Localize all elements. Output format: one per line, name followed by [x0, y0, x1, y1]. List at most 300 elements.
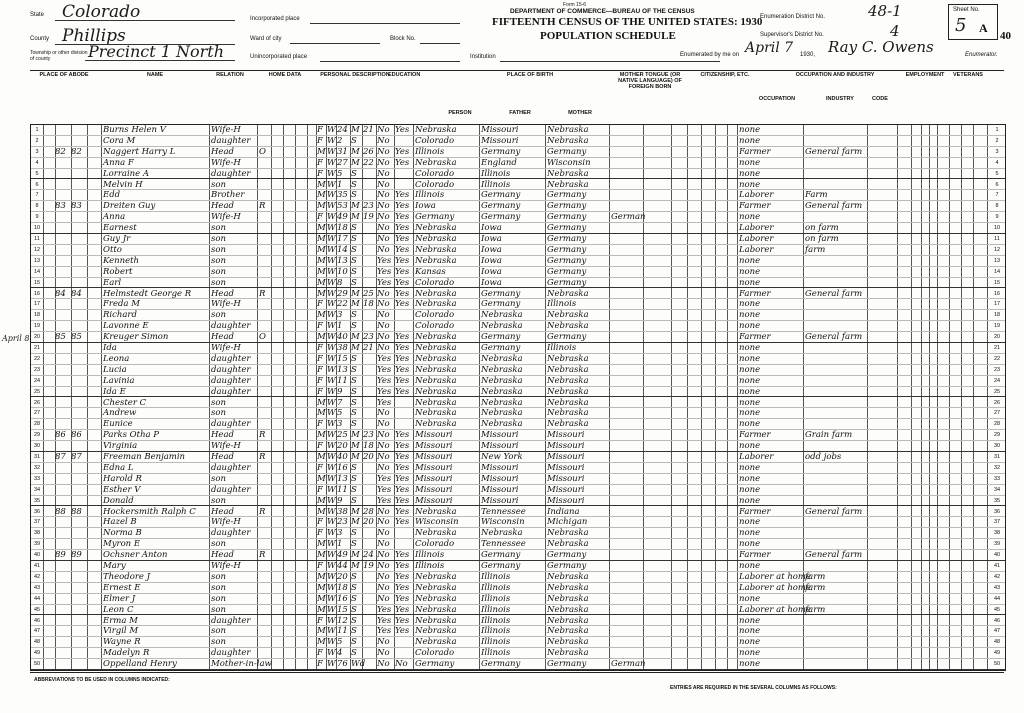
cell-home	[259, 310, 271, 321]
cell-lang	[611, 125, 641, 136]
cell-fam	[71, 343, 85, 354]
cell-am: 19	[363, 561, 374, 571]
cell-lang	[611, 496, 641, 507]
cell-sch: No	[377, 561, 390, 571]
cell-name: Helmstedt George R	[103, 288, 192, 299]
cell-am	[363, 528, 375, 539]
line-number-right: 18	[993, 312, 1001, 319]
cell-occ: none	[739, 441, 761, 452]
table-row	[31, 245, 1005, 256]
cell-fb: Illinois	[481, 626, 511, 637]
cell-fam: 84	[71, 288, 82, 299]
cell-mb: Germany	[547, 234, 587, 244]
cell-mb: Nebraska	[547, 593, 589, 604]
cell-home	[259, 594, 271, 605]
cell-sex: M	[317, 179, 326, 190]
line-number-right: 43	[993, 584, 1001, 591]
cell-ind: Farm	[805, 190, 828, 201]
line-number: 4	[35, 159, 39, 166]
cell-age: 18	[337, 582, 348, 593]
cell-am	[363, 419, 375, 430]
cell-mb: Germany	[547, 659, 587, 670]
cell-home: O	[259, 332, 266, 343]
cell-fb: Iowa	[481, 266, 502, 277]
cell-name: Harold R	[103, 473, 142, 484]
cell-sch: No	[377, 506, 390, 517]
cell-ind	[805, 180, 865, 191]
cell-occ: none	[739, 179, 761, 190]
cell-occ: Farmer	[739, 201, 771, 212]
table-row	[31, 507, 1005, 518]
cell-mb: Nebraska	[547, 615, 589, 626]
cell-sex: F	[317, 484, 323, 495]
cell-ms: S	[351, 473, 357, 484]
cell-race: W	[327, 135, 336, 146]
cell-rel: son	[211, 255, 226, 266]
line-number: 17	[33, 301, 41, 308]
cell-lang: German	[611, 659, 646, 670]
cell-rel: Wife-H	[211, 441, 241, 452]
cell-occ: Farmer	[739, 430, 771, 441]
cell-sex: F	[317, 561, 323, 571]
cell-sch: No	[377, 212, 390, 223]
cell-home	[259, 561, 271, 572]
cell-rel: son	[211, 310, 226, 321]
cell-name: Edd	[103, 190, 121, 201]
cell-age: 35	[337, 190, 348, 201]
cell-name: Melvin H	[103, 179, 143, 190]
cell-rel: son	[211, 179, 226, 190]
schedule-title: POPULATION SCHEDULE	[540, 30, 676, 42]
cell-fam	[71, 496, 85, 507]
line-number: 50	[33, 661, 41, 668]
line-number: 24	[33, 377, 41, 384]
cell-dw: 88	[55, 506, 66, 517]
cell-home	[259, 267, 271, 278]
table-row	[31, 158, 1005, 169]
cell-fam	[71, 125, 85, 136]
line-number: 43	[33, 584, 41, 591]
cell-mb: Germany	[547, 212, 587, 223]
cell-ms: S	[351, 234, 357, 244]
cell-lang	[611, 376, 641, 387]
cell-rel: Wife-H	[211, 212, 241, 223]
cell-fam	[71, 180, 85, 191]
cell-lang	[611, 158, 641, 169]
enumerated-label: Enumerated by me on	[680, 52, 740, 58]
cell-rd: Yes	[395, 146, 410, 157]
cell-mb: Illinois	[547, 299, 577, 310]
cell-name: Parks Otha P	[103, 430, 160, 441]
cell-age: 1	[337, 321, 343, 332]
cell-mb: Germany	[547, 255, 587, 266]
cell-rd	[395, 528, 412, 539]
cell-race: W	[327, 288, 336, 299]
line-number-right: 35	[993, 497, 1001, 504]
cell-home	[259, 626, 271, 637]
line-number-right: 17	[993, 301, 1001, 308]
line-number-right: 22	[993, 355, 1001, 362]
cell-name: Freda M	[103, 299, 140, 310]
cell-fb: Illinois	[481, 648, 511, 659]
cell-mb: Nebraska	[547, 397, 589, 408]
cell-mb: Nebraska	[547, 375, 589, 386]
line-number: 44	[33, 595, 41, 602]
cell-fam	[71, 659, 85, 670]
cell-am	[363, 278, 375, 289]
cell-ind	[805, 626, 865, 637]
cell-sex: M	[317, 277, 326, 288]
cell-age: 29	[337, 288, 348, 299]
cell-mb: Nebraska	[547, 364, 589, 375]
cell-dw	[55, 365, 69, 376]
table-row	[31, 583, 1005, 594]
cell-bp: Nebraska	[415, 637, 457, 648]
cell-dw	[55, 190, 69, 201]
cell-bp: Missouri	[415, 441, 453, 452]
cell-mb: Indiana	[547, 506, 580, 517]
cell-race: W	[327, 364, 336, 375]
cell-sex: F	[317, 135, 323, 146]
line-number-right: 32	[993, 464, 1001, 471]
cell-lang	[611, 430, 641, 441]
cell-fb: England	[481, 157, 517, 168]
cell-fam	[71, 310, 85, 321]
subhead-father: FATHER	[509, 110, 531, 116]
cell-occ: none	[739, 539, 761, 550]
cell-ind: General farm	[805, 288, 863, 299]
cell-ms: S	[351, 539, 357, 550]
cell-ms: M	[351, 332, 360, 343]
cell-fam	[71, 485, 85, 496]
cell-age: 11	[337, 375, 348, 386]
cell-ind	[805, 125, 865, 136]
cell-lang	[611, 136, 641, 147]
cell-sex: F	[317, 157, 323, 168]
cell-ind	[805, 637, 865, 648]
cell-bp: Nebraska	[415, 604, 457, 615]
cell-am: 22	[363, 157, 374, 168]
line-number: 14	[33, 268, 41, 275]
group-employment: EMPLOYMENT	[905, 72, 945, 78]
cell-mb: Germany	[547, 223, 587, 234]
cell-ind: farm	[805, 571, 826, 582]
cell-ind	[805, 528, 865, 539]
cell-race: W	[327, 386, 336, 397]
cell-bp: Nebraska	[415, 593, 457, 604]
line-number: 37	[33, 519, 41, 526]
cell-age: 24	[337, 125, 348, 135]
cell-am	[363, 245, 375, 256]
cell-age: 25	[337, 430, 348, 441]
line-number: 27	[33, 410, 41, 417]
cell-age: 3	[337, 310, 343, 321]
table-row	[31, 452, 1005, 463]
cell-fb: Germany	[481, 550, 521, 561]
cell-sch: No	[377, 571, 390, 582]
cell-dw	[55, 299, 69, 310]
cell-race: W	[327, 648, 336, 659]
cell-sex: M	[317, 506, 326, 517]
cell-bp: Germany	[415, 659, 455, 670]
line-number-right: 3	[995, 148, 999, 155]
cell-name: Mary	[103, 561, 126, 571]
cell-sch: No	[377, 441, 390, 452]
cell-sch: No	[377, 517, 390, 528]
cell-name: Robert	[103, 266, 133, 277]
cell-home	[259, 234, 271, 245]
cell-home: R	[259, 430, 266, 441]
cell-age: 38	[337, 506, 348, 517]
line-number-right: 39	[993, 541, 1001, 548]
cell-fam	[71, 158, 85, 169]
table-row	[31, 398, 1005, 409]
cell-bp: Nebraska	[415, 353, 457, 364]
cell-mb: Nebraska	[547, 386, 589, 397]
cell-ind: on farm	[805, 234, 839, 244]
cell-occ: Farmer	[739, 506, 771, 517]
cell-ind	[805, 474, 865, 485]
cell-lang	[611, 180, 641, 191]
line-number-right: 38	[993, 530, 1001, 537]
cell-am	[363, 408, 375, 419]
cell-mb: Wisconsin	[547, 157, 591, 168]
cell-rd: Yes	[395, 288, 410, 299]
cell-lang	[611, 408, 641, 419]
cell-age: 15	[337, 353, 348, 364]
cell-am: 19	[363, 212, 374, 223]
cell-fb: Missouri	[481, 441, 519, 452]
cell-fam	[71, 419, 85, 430]
cell-home	[259, 419, 271, 430]
cell-rd: Yes	[395, 495, 410, 506]
cell-bp: Nebraska	[415, 343, 457, 353]
table-row	[31, 550, 1005, 561]
line-number-right: 34	[993, 486, 1001, 493]
cell-sch: No	[377, 648, 390, 659]
group-citizenship: CITIZENSHIP, ETC.	[700, 72, 750, 78]
cell-sch: No	[377, 637, 390, 648]
cell-mb: Missouri	[547, 495, 585, 506]
cell-sex: M	[317, 234, 326, 244]
cell-rd: Yes	[395, 343, 410, 353]
table-row	[31, 463, 1005, 474]
cell-mb: Germany	[547, 561, 587, 571]
cell-occ: none	[739, 364, 761, 375]
cell-ind	[805, 517, 865, 528]
line-number: 40	[33, 552, 41, 559]
cell-dw: 87	[55, 452, 66, 462]
cell-am	[363, 398, 375, 409]
cell-race: W	[327, 408, 336, 419]
sheet-letter: A	[979, 21, 988, 35]
cell-occ: none	[739, 299, 761, 310]
cell-mb: Germany	[547, 201, 587, 212]
cell-rd: Yes	[395, 604, 410, 615]
cell-occ: Laborer at home	[739, 571, 811, 582]
cell-ms: S	[351, 604, 357, 615]
table-row	[31, 332, 1005, 343]
table-row	[31, 419, 1005, 430]
cell-rd: Yes	[395, 266, 410, 277]
cell-dw	[55, 376, 69, 387]
cell-ms: S	[351, 408, 357, 419]
cell-name: Ida E	[103, 386, 126, 397]
line-number-right: 27	[993, 410, 1001, 417]
cell-fam	[71, 354, 85, 365]
cell-home	[259, 398, 271, 409]
line-number: 10	[33, 225, 41, 232]
line-number: 49	[33, 650, 41, 657]
cell-sex: M	[317, 201, 326, 212]
cell-home	[259, 387, 271, 398]
cell-am	[363, 376, 375, 387]
subhead-person: PERSON	[448, 110, 472, 116]
table-row	[31, 147, 1005, 158]
table-row	[31, 256, 1005, 267]
cell-ms: S	[351, 386, 357, 397]
cell-mb: Nebraska	[547, 528, 589, 539]
cell-fam	[71, 561, 85, 572]
cell-sch: No	[377, 462, 390, 473]
cell-sch: Yes	[377, 364, 392, 375]
cell-rd	[395, 136, 412, 147]
table-row	[31, 343, 1005, 354]
cell-am: 21	[363, 125, 374, 135]
cell-name: Richard	[103, 310, 137, 321]
cell-ms: S	[351, 168, 357, 179]
cell-mb: Nebraska	[547, 648, 589, 659]
cell-rel: son	[211, 223, 226, 234]
cell-bp: Wisconsin	[415, 517, 459, 528]
cell-race: W	[327, 353, 336, 364]
table-row	[31, 496, 1005, 507]
cell-sch: No	[377, 168, 390, 179]
cell-name: Anna F	[103, 157, 134, 168]
cell-fam	[71, 267, 85, 278]
cell-home	[259, 376, 271, 387]
cell-home	[259, 299, 271, 310]
cell-race: W	[327, 146, 336, 157]
cell-name: Cora M	[103, 135, 136, 146]
cell-home	[259, 245, 271, 256]
cell-occ: Laborer	[739, 223, 774, 234]
cell-rel: daughter	[211, 168, 251, 179]
cell-name: Ida	[103, 343, 117, 353]
cell-age: 40	[337, 452, 348, 462]
cell-rd: Yes	[395, 201, 410, 212]
cell-occ: none	[739, 637, 761, 648]
unincorporated-label: Unincorporated place	[250, 54, 308, 60]
cell-bp: Nebraska	[415, 419, 457, 430]
cell-bp: Illinois	[415, 190, 445, 201]
line-number-right: 7	[995, 192, 999, 199]
cell-dw: 84	[55, 288, 66, 299]
cell-ms: S	[351, 571, 357, 582]
cell-sex: M	[317, 223, 326, 234]
cell-dw	[55, 561, 69, 572]
table-row	[31, 190, 1005, 201]
cell-dw	[55, 517, 69, 528]
table-row	[31, 212, 1005, 223]
line-number-right: 46	[993, 617, 1001, 624]
cell-bp: Nebraska	[415, 157, 457, 168]
cell-rd: Yes	[395, 234, 410, 244]
cell-dw	[55, 169, 69, 180]
line-number: 34	[33, 486, 41, 493]
line-number-right: 30	[993, 443, 1001, 450]
census-table	[30, 124, 1006, 671]
line-number-right: 47	[993, 628, 1001, 635]
cell-occ: none	[739, 593, 761, 604]
cell-home: R	[259, 506, 266, 517]
form-number: Form 15-6	[563, 2, 587, 8]
cell-ms: S	[351, 321, 357, 332]
cell-dw	[55, 212, 69, 223]
cell-ms: S	[351, 255, 357, 266]
cell-ind: farm	[805, 604, 826, 615]
cell-rd	[395, 321, 412, 332]
subhead-occupation: OCCUPATION	[758, 96, 796, 102]
cell-dw	[55, 408, 69, 419]
line-number: 22	[33, 355, 41, 362]
cell-am	[363, 365, 375, 376]
table-row	[31, 365, 1005, 376]
cell-lang	[611, 201, 641, 212]
cell-rd	[395, 398, 412, 409]
cell-sch: No	[377, 659, 390, 670]
census-title: FIFTEENTH CENSUS OF THE UNITED STATES: 1930	[492, 16, 763, 28]
cell-name: Hockersmith Ralph C	[103, 506, 196, 517]
cell-dw	[55, 594, 69, 605]
cell-home: R	[259, 550, 266, 561]
cell-am	[363, 485, 375, 496]
cell-bp: Illinois	[415, 146, 445, 157]
cell-dw	[55, 398, 69, 409]
cell-home	[259, 169, 271, 180]
line-number-right: 21	[993, 345, 1001, 351]
cell-age: 5	[337, 408, 343, 419]
cell-sch: Yes	[377, 495, 392, 506]
cell-dw: 89	[55, 550, 66, 561]
cell-name: Anna	[103, 212, 126, 223]
table-row	[31, 321, 1005, 332]
sheet-number-box	[948, 4, 998, 40]
cell-home	[259, 180, 271, 191]
cell-sex: F	[317, 168, 323, 179]
cell-dw	[55, 354, 69, 365]
cell-name: Norma B	[103, 528, 142, 539]
cell-rd: Yes	[395, 462, 410, 473]
cell-ind	[805, 398, 865, 409]
cell-name: Madelyn R	[103, 648, 150, 659]
cell-home	[259, 158, 271, 169]
cell-occ: Farmer	[739, 288, 771, 299]
line-number: 28	[33, 421, 41, 428]
cell-occ: none	[739, 125, 761, 135]
cell-bp: Colorado	[415, 277, 455, 288]
cell-age: 38	[337, 343, 348, 353]
cell-fam	[71, 299, 85, 310]
cell-name: Dreiten Guy	[103, 201, 156, 212]
cell-lang	[611, 507, 641, 518]
cell-fb: Missouri	[481, 473, 519, 484]
cell-ms: S	[351, 223, 357, 234]
cell-home	[259, 528, 271, 539]
cell-rel: son	[211, 571, 226, 582]
cell-occ: none	[739, 484, 761, 495]
line-number: 47	[33, 628, 41, 635]
